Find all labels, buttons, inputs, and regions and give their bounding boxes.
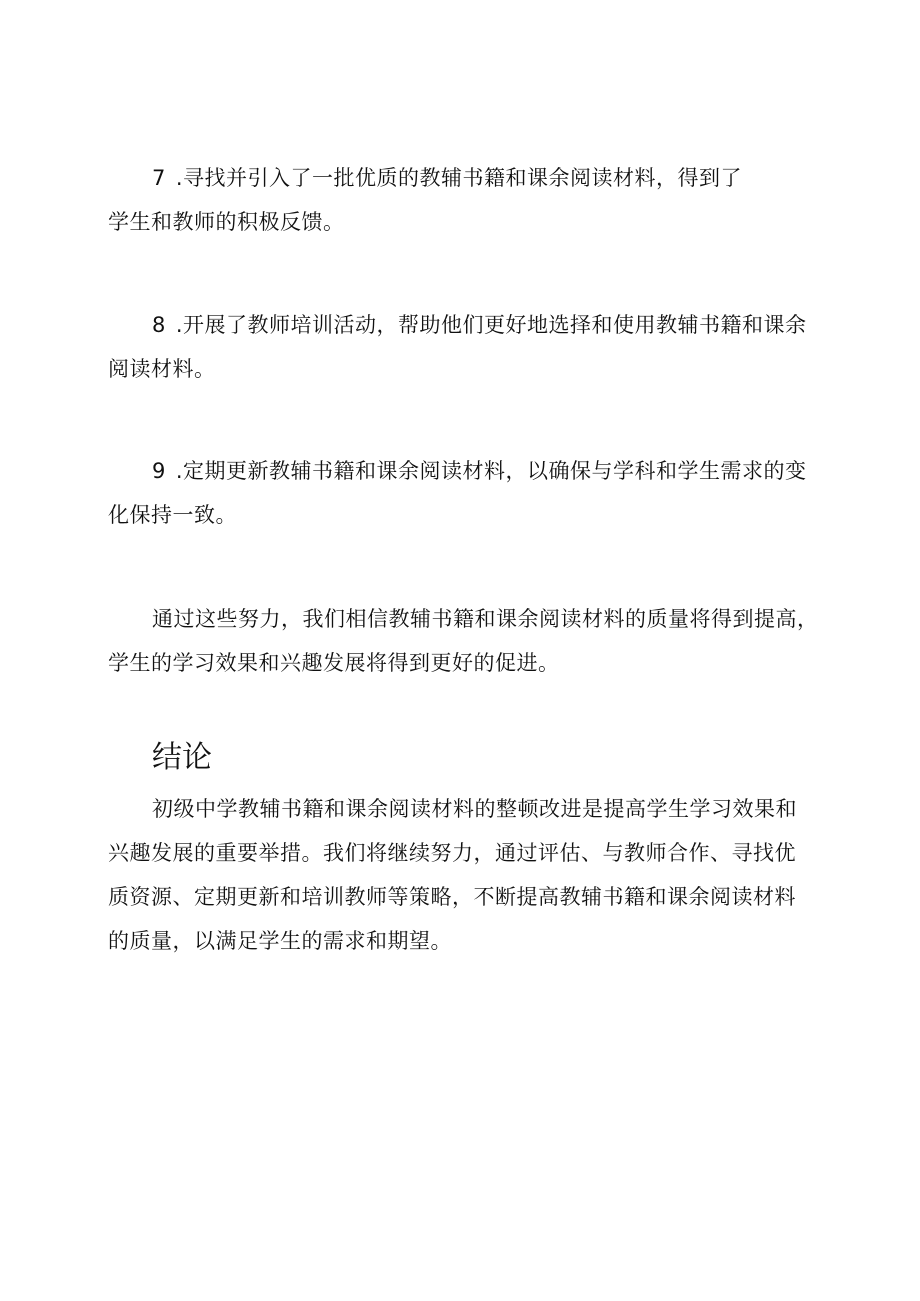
summary-line2: 学生的学习效果和兴趣发展将得到更好的促进。 <box>108 651 560 675</box>
list-item-7-text-line2: 学生和教师的积极反馈。 <box>108 210 345 234</box>
list-item-8-number: 8 <box>152 313 166 337</box>
list-item-8-text-line2: 阅读材料。 <box>108 357 216 381</box>
summary-paragraph <box>108 597 828 685</box>
list-item-8-text-line1: .开展了教师培训活动，帮助他们更好地选择和使用教辅书籍和课余 <box>175 313 807 337</box>
list-item-9-text-line1: .定期更新教辅书籍和课余阅读材料，以确保与学科和学生需求的变 <box>175 459 807 483</box>
conclusion-paragraph <box>108 787 828 963</box>
conclusion-line2: 兴趣发展的重要举措。我们将继续努力，通过评估、与教师合作、寻找优 <box>108 841 796 865</box>
conclusion-heading: 结论 <box>152 740 212 775</box>
list-item-9-number: 9 <box>152 459 166 483</box>
conclusion-line3: 质资源、定期更新和培训教师等策略，不断提高教辅书籍和课余阅读材料 <box>108 885 796 909</box>
list-item-7-text-line1: .寻找并引入了一批优质的教辅书籍和课余阅读材料，得到了 <box>175 166 743 190</box>
list-item-7-first-line <box>108 156 828 200</box>
list-item-9 <box>108 449 828 537</box>
list-item-7-number: 7 <box>152 166 166 190</box>
list-item-8-first-line <box>108 303 828 347</box>
summary-line1: 通过这些努力，我们相信教辅书籍和课余阅读材料的质量将得到提高， <box>152 607 819 631</box>
list-item-8 <box>108 303 828 391</box>
conclusion-line4: 的质量，以满足学生的需求和期望。 <box>108 929 452 953</box>
conclusion-line1: 初级中学教辅书籍和课余阅读材料的整顿改进是提高学生学习效果和 <box>152 797 797 821</box>
list-item-9-text-line2: 化保持一致。 <box>108 503 237 527</box>
list-item-7 <box>108 156 828 244</box>
list-item-9-first-line <box>108 449 828 493</box>
